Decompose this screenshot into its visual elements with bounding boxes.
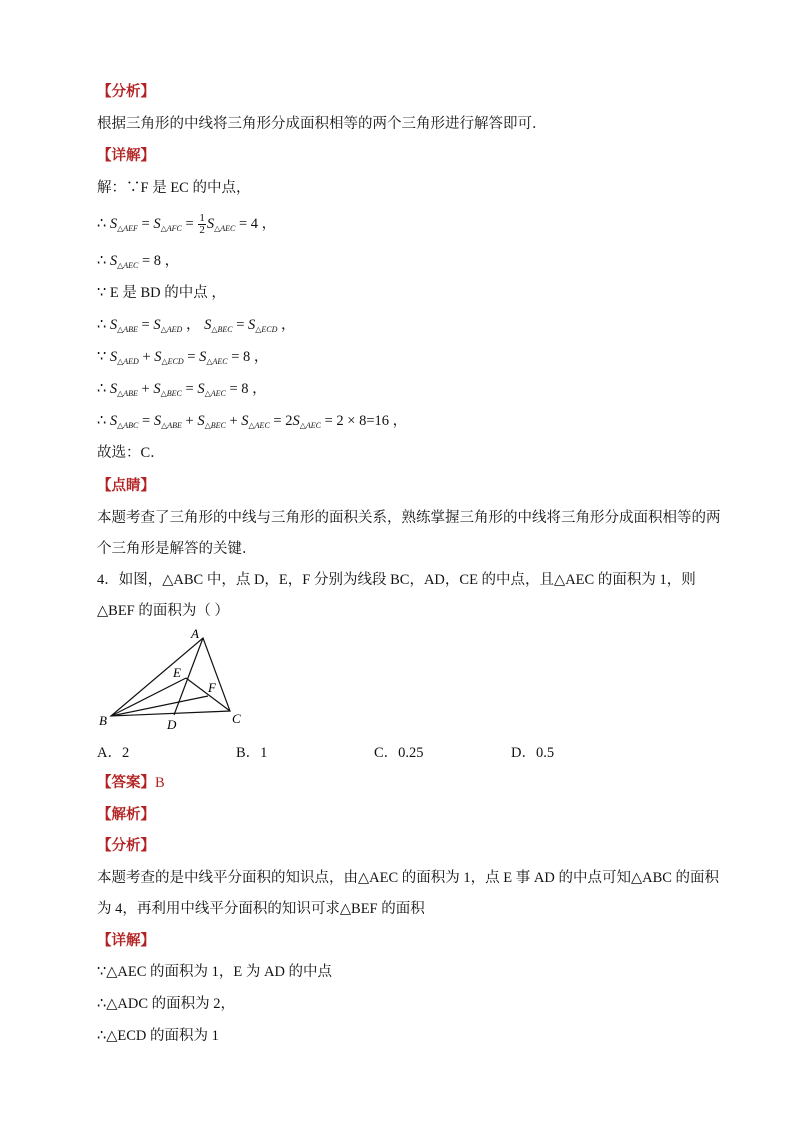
answer-line: 【答案】B	[97, 775, 165, 791]
analysis-tag-2: 【分析】	[97, 838, 155, 854]
equation-2: ∴ $S_{\triangle AEC} = 8$ ，	[97, 253, 180, 270]
detail-line-2: ∴△ADC 的面积为 2，	[97, 996, 235, 1012]
detail-line-1: ∵△AEC 的面积为 1，E 为 AD 的中点	[97, 964, 333, 980]
equation-3: ∵ E 是 BD 的中点 ，	[97, 285, 226, 301]
explain-analysis-1: 本题考查的是中线平分面积的知识点，由△AEC 的面积为 1，点 E 事 AD 的中点可知△ABC 的面积	[97, 870, 720, 886]
option-a: A．2	[97, 745, 130, 761]
option-d: D．0.5	[511, 745, 555, 761]
comment-line-2: 个三角形是解答的关键．	[97, 541, 257, 557]
triangle-figure	[95, 626, 255, 736]
choose-text: 故选：C．	[97, 445, 165, 461]
question-line-2: △BEF 的面积为（ ）	[97, 603, 229, 619]
detail-line-3: ∴△ECD 的面积为 1	[97, 1028, 219, 1044]
option-c: C．0.25	[374, 745, 424, 761]
equation-4: ∴ $S_{\triangle ABE} = S_{\triangle AED}$ ， $S_{\triangle BEC} = S_{\triangle ECD}$ ，	[97, 317, 296, 334]
label-f: F	[208, 680, 216, 695]
label-c: C	[232, 711, 241, 726]
option-b: B．1	[236, 745, 268, 761]
detail-tag-2: 【详解】	[97, 933, 155, 949]
parse-tag: 【解析】	[97, 807, 155, 823]
equation-5: ∵ $S_{\triangle AED} + S_{\triangle ECD} = S_{\triangle AEC} = 8$ ，	[97, 349, 269, 366]
solution-intro: 解：∵F 是 EC 的中点，	[97, 180, 251, 196]
question-line-1: 4．如图，△ABC 中，点 D，E，F 分别为线段 BC，AD，CE 的中点，且△AEC 的面积为 1，则	[97, 572, 696, 588]
comment-line-1: 本题考查了三角形的中线与三角形的面积关系，熟练掌握三角形的中线将三角形分成面积相等的两	[97, 510, 721, 526]
comment-tag: 【点睛】	[97, 478, 155, 494]
answer-value: B	[155, 775, 165, 791]
label-d: D	[167, 717, 177, 732]
label-a: A	[191, 626, 199, 641]
label-b: B	[99, 713, 107, 728]
equation-7: ∴ $S_{\triangle ABC} = S_{\triangle ABE} + S_{\triangle BEC} + S_{\triangle AEC} = 2S_{\triangle AEC} = 2 \times 8=16$ ，	[97, 413, 408, 430]
label-e: E	[173, 665, 181, 680]
equation-6: ∴ $S_{\triangle ABE} + S_{\triangle BEC} = S_{\triangle AEC} = 8$ ，	[97, 381, 267, 398]
explain-analysis-2: 为 4，再利用中线平分面积的知识可求△BEF 的面积	[97, 901, 425, 917]
analysis-text: 根据三角形的中线将三角形分成面积相等的两个三角形进行解答即可．	[97, 116, 547, 132]
detail-tag: 【详解】	[97, 148, 155, 164]
equation-1: ∴ $S_{\triangle AEF} = S_{\triangle AFC}$ = $\frac{1}{2}$ $S_{\triangle AEC} = 4$ ，	[97, 212, 277, 236]
analysis-tag: 【分析】	[97, 84, 155, 100]
